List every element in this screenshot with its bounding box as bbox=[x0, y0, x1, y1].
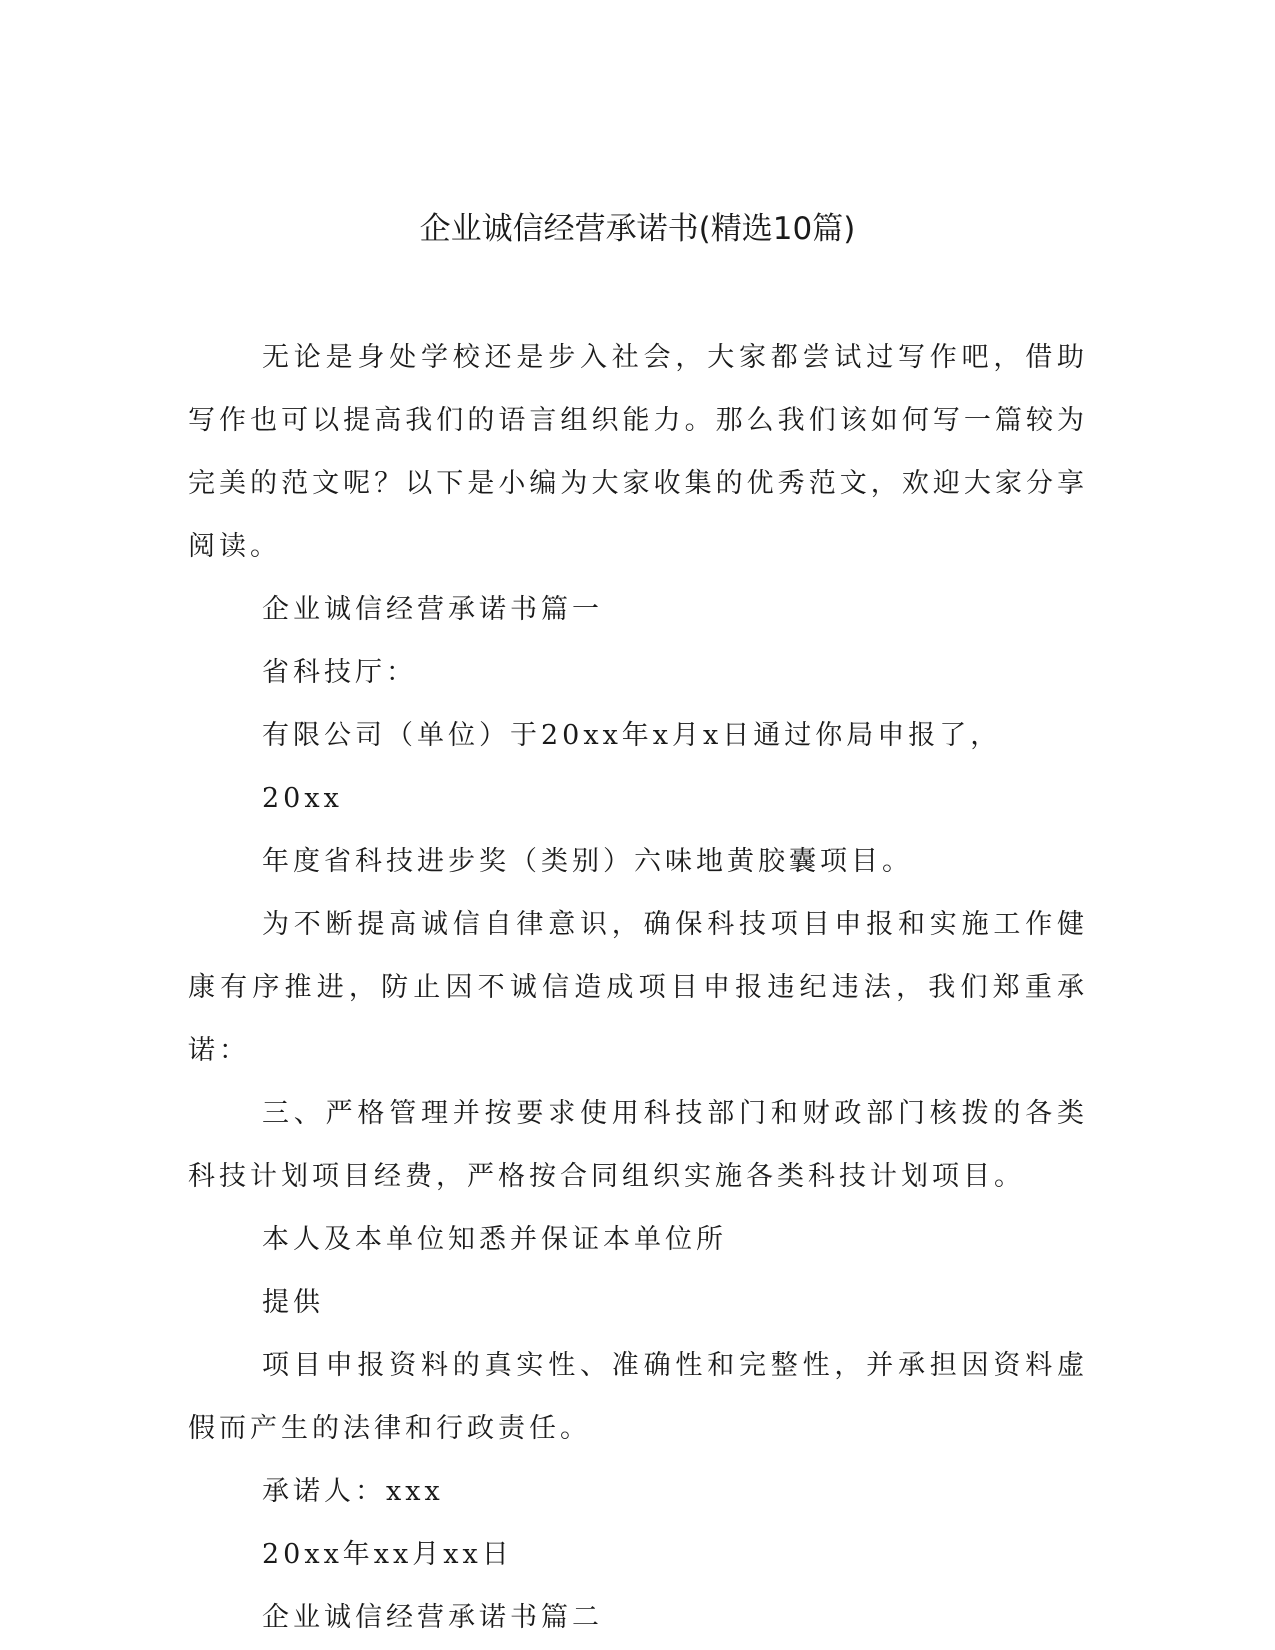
body-paragraph: 项目申报资料的真实性、准确性和完整性，并承担因资料虚假而产生的法律和行政责任。 bbox=[188, 1350, 1088, 1444]
body-paragraph: 为不断提高诚信自律意识，确保科技项目申报和实施工作健康有序推进，防止因不诚信造成项目申报违纪违法，我们郑重承诺： bbox=[188, 909, 1088, 1066]
signatory-line: 承诺人：xxx bbox=[262, 1476, 444, 1507]
body-paragraph: 提供 bbox=[262, 1287, 324, 1318]
document-body bbox=[188, 326, 1088, 1649]
body-paragraph: 有限公司（单位）于20xx年x月x日通过你局申报了， bbox=[262, 720, 1002, 751]
body-paragraph: 年度省科技进步奖（类别）六味地黄胶囊项目。 bbox=[262, 846, 913, 877]
recipient-line: 省科技厅： bbox=[262, 657, 417, 688]
body-paragraph: 本人及本单位知悉并保证本单位所 bbox=[262, 1224, 727, 1255]
intro-paragraph: 无论是身处学校还是步入社会，大家都尝试过写作吧，借助写作也可以提高我们的语言组织能力。那么我们该如何写一篇较为完美的范文呢？以下是小编为大家收集的优秀范文，欢迎大家分享阅读。 bbox=[188, 342, 1088, 562]
section-heading-2: 企业诚信经营承诺书篇二 bbox=[262, 1602, 603, 1633]
section-heading-1: 企业诚信经营承诺书篇一 bbox=[262, 594, 603, 625]
body-paragraph: 三、严格管理并按要求使用科技部门和财政部门核拨的各类科技计划项目经费，严格按合同组织实施各类科技计划项目。 bbox=[188, 1098, 1088, 1192]
date-line: 20xx年xx月xx日 bbox=[262, 1539, 513, 1570]
document-title: 企业诚信经营承诺书(精选10篇) bbox=[419, 211, 856, 247]
body-paragraph: 20xx bbox=[262, 783, 343, 814]
